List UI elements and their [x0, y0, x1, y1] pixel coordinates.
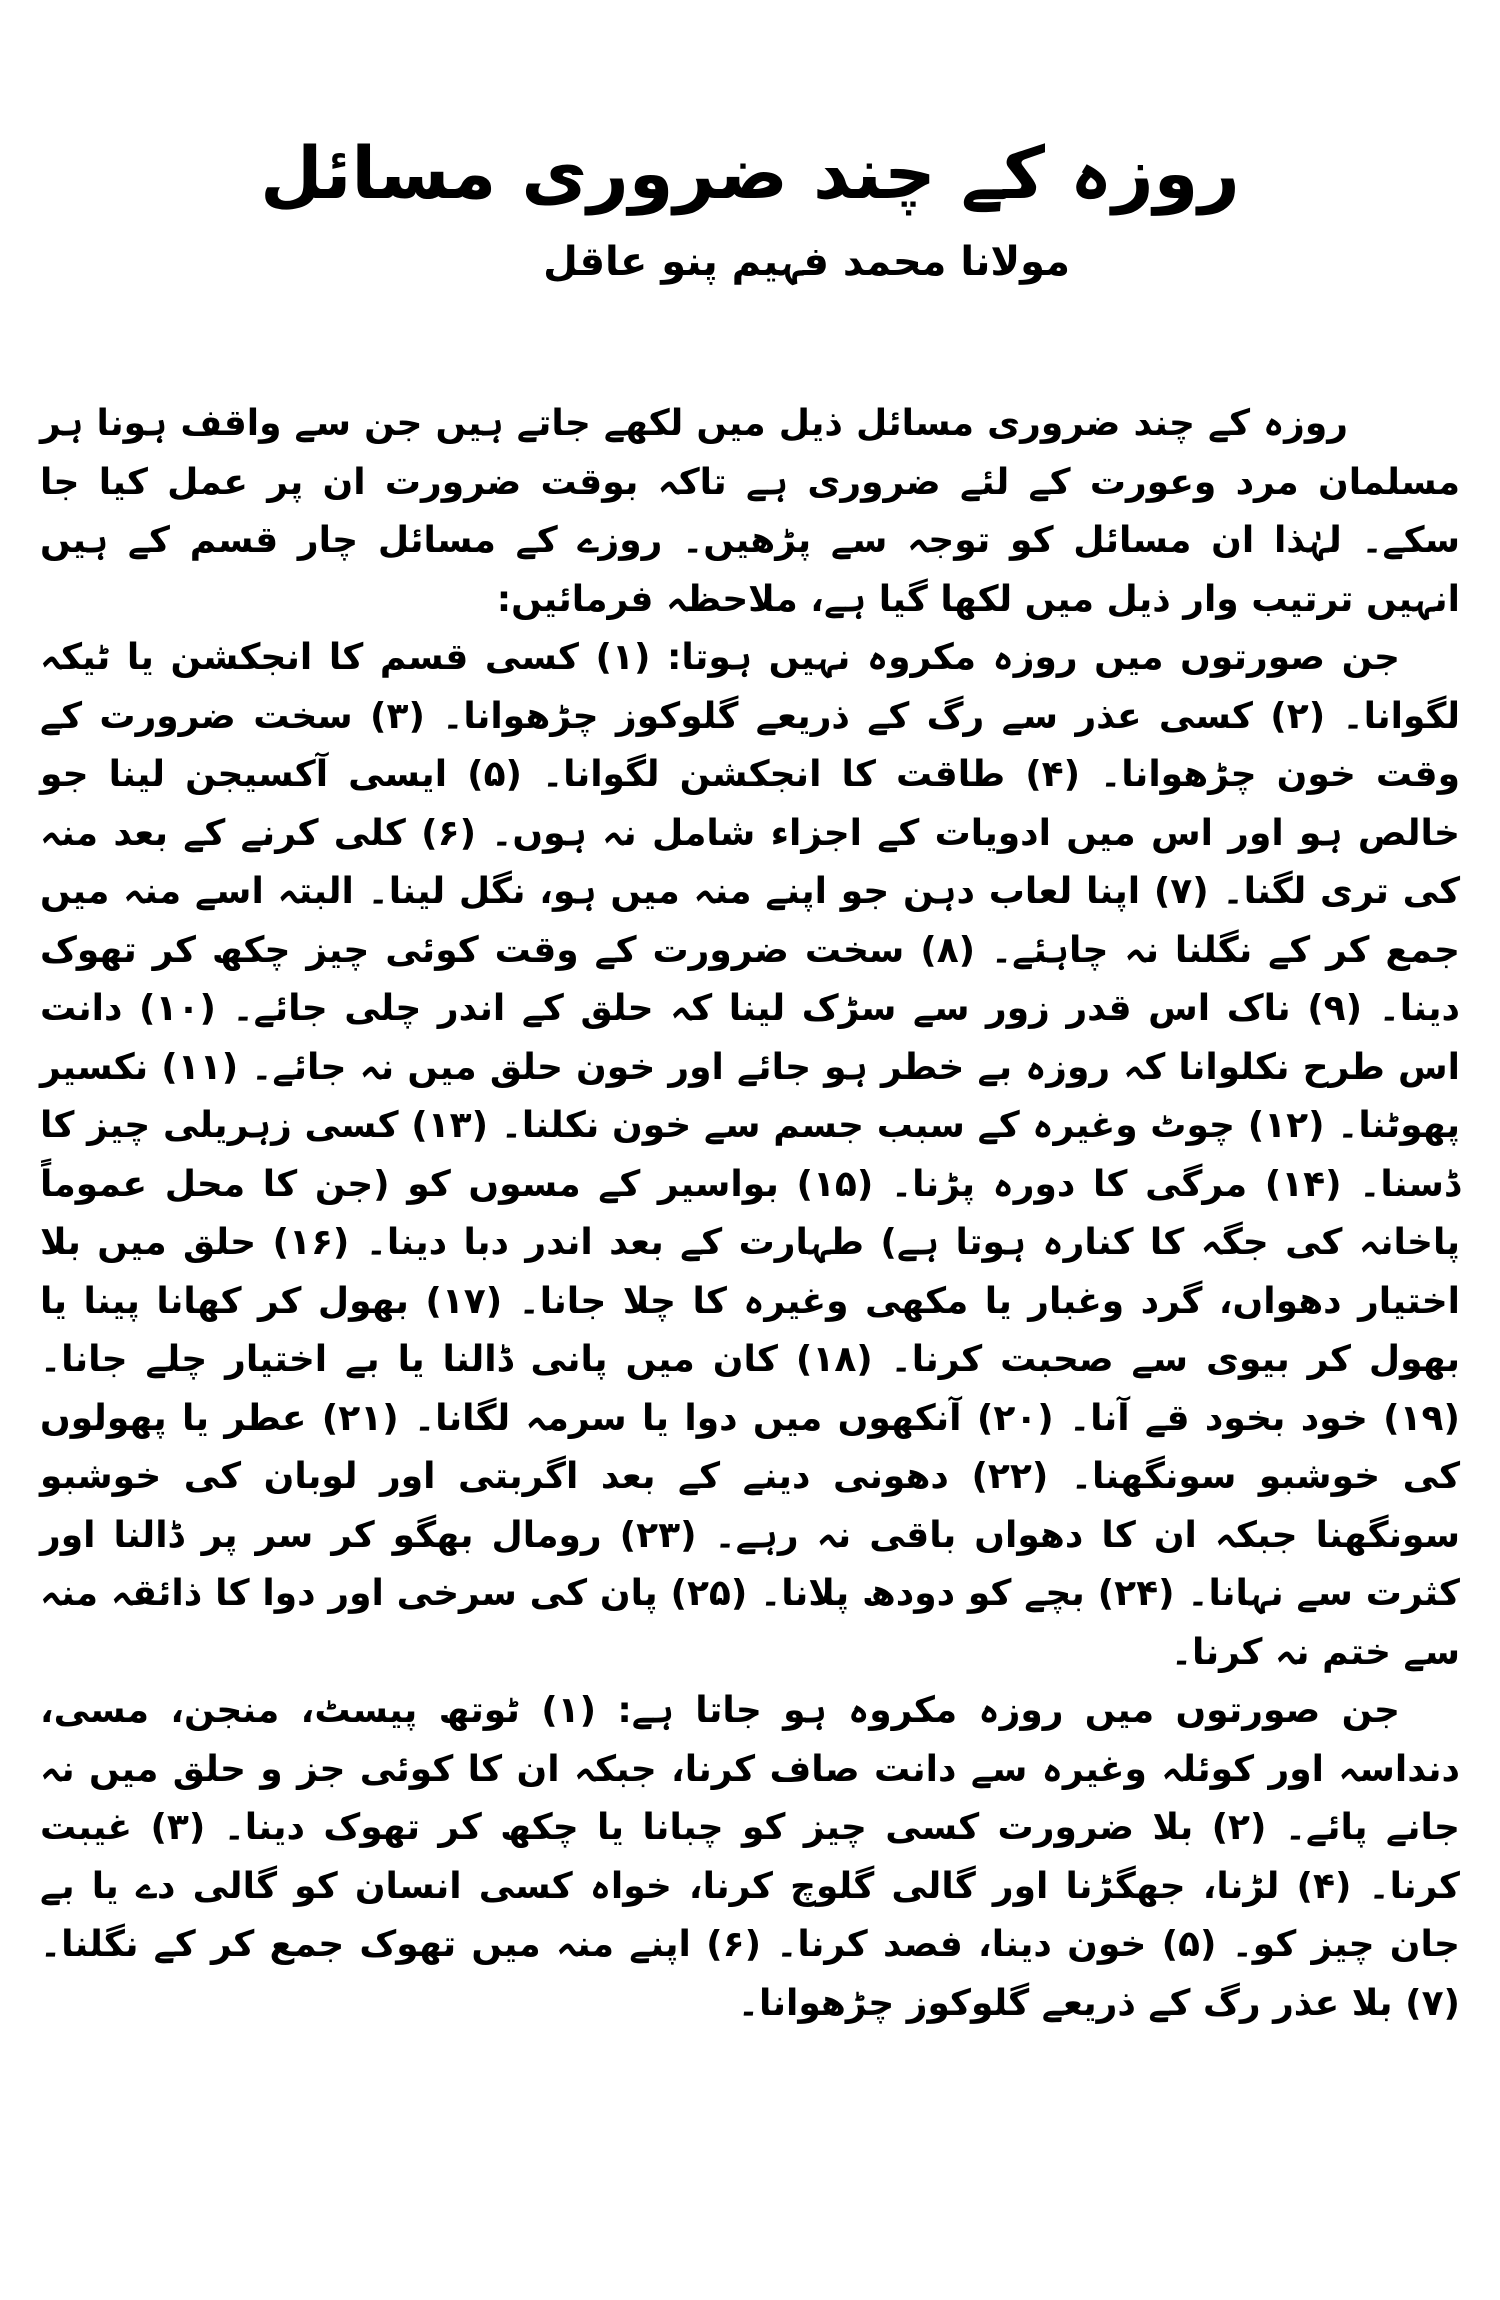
article-body — [40, 395, 1460, 2033]
page-title: روزہ کے چند ضروری مسائل — [260, 131, 1240, 216]
makrooh-cases-paragraph: جن صورتوں میں روزہ مکروہ ہو جاتا ہے: (۱) ٹوتھ پیسٹ، منجن، مسی، دنداسہ اور کوئلہ وغیرہ سے دانت صاف کرنا، جبکہ ان کا کوئی جز و حلق میں نہ جانے پائے۔ (۲) بلا ضرورت کسی چیز کو چبانا یا چکھ کر تھوک دینا۔ (۳) غیبت کرنا۔ (۴) لڑنا، جھگڑنا اور گالی گلوچ کرنا، خواہ کسی انسان کو گالی دے یا بے جان چیز کو۔ (۵) خون دینا، فصد کرنا۔ (۶) اپنے منہ میں تھوک جمع کر کے نگلنا۔ (۷) بلا عذر رگ کے ذریعے گلوکوز چڑھوانا۔ — [40, 1690, 1460, 2024]
non-makrooh-cases-paragraph: جن صورتوں میں روزہ مکروہ نہیں ہوتا: (۱) کسی قسم کا انجکشن یا ٹیکہ لگوانا۔ (۲) کسی عذر سے رگ کے ذریعے گلوکوز چڑھوانا۔ (۳) سخت ضرورت کے وقت خون چڑھوانا۔ (۴) طاقت کا انجکشن لگوانا۔ (۵) ایسی آکسیجن لینا جو خالص ہو اور اس میں ادویات کے اجزاء شامل نہ ہوں۔ (۶) کلی کرنے کے بعد منہ کی تری لگنا۔ (۷) اپنا لعاب دہن جو اپنے منہ میں ہو، نگل لینا۔ البتہ اسے منہ میں جمع کر کے نگلنا نہ چاہئے۔ (۸) سخت ضرورت کے وقت کوئی چیز چکھ کر تھوک دینا۔ (۹) ناک اس قدر زور سے سڑک لینا کہ حلق کے اندر چلی جائے۔ (۱۰) دانت اس طرح نکلوانا کہ روزہ بے خطر ہو جائے اور خون حلق میں نہ جائے۔ (۱۱) نکسیر پھوٹنا۔ (۱۲) چوٹ وغیرہ کے سبب جسم سے خون نکلنا۔ (۱۳) کسی زہریلی چیز کا ڈسنا۔ (۱۴) مرگی کا دورہ پڑنا۔ (۱۵) بواسیر کے مسوں کو (جن کا محل عموماً پاخانہ کی جگہ کا کنارہ ہوتا ہے) طہارت کے بعد اندر دبا دینا۔ (۱۶) حلق میں بلا اختیار دھواں، گرد وغبار یا مکھی وغیرہ کا چلا جانا۔ (۱۷) بھول کر کھانا پینا یا بھول کر بیوی سے صحبت کرنا۔ (۱۸) کان میں پانی ڈالنا یا بے اختیار چلے جانا۔ (۱۹) خود بخود قے آنا۔ (۲۰) آنکھوں میں دوا یا سرمہ لگانا۔ (۲۱) عطر یا پھولوں کی خوشبو سونگھنا۔ (۲۲) دھونی دینے کے بعد اگربتی اور لوبان کی خوشبو سونگھنا جبکہ ان کا دھواں باقی نہ رہے۔ (۲۳) رومال بھگو کر سر پر ڈالنا اور کثرت سے نہانا۔ (۲۴) بچے کو دودھ پلانا۔ (۲۵) پان کی سرخی اور دوا کا ذائقہ منہ سے ختم نہ کرنا۔ — [40, 637, 1461, 1673]
author-name: مولانا محمد فہیم پنو عاقل — [543, 239, 1070, 285]
intro-paragraph: روزہ کے چند ضروری مسائل ذیل میں لکھے جاتے ہیں جن سے واقف ہونا ہر مسلمان مرد وعورت کے لئے ضروری ہے تاکہ بوقت ضرورت ان پر عمل کیا جا سکے۔ لہٰذا ان مسائل کو توجہ سے پڑھیں۔ روزے کے مسائل چار قسم کے ہیں انہیں ترتیب وار ذیل میں لکھا گیا ہے، ملاحظہ فرمائیں: — [40, 403, 1460, 620]
